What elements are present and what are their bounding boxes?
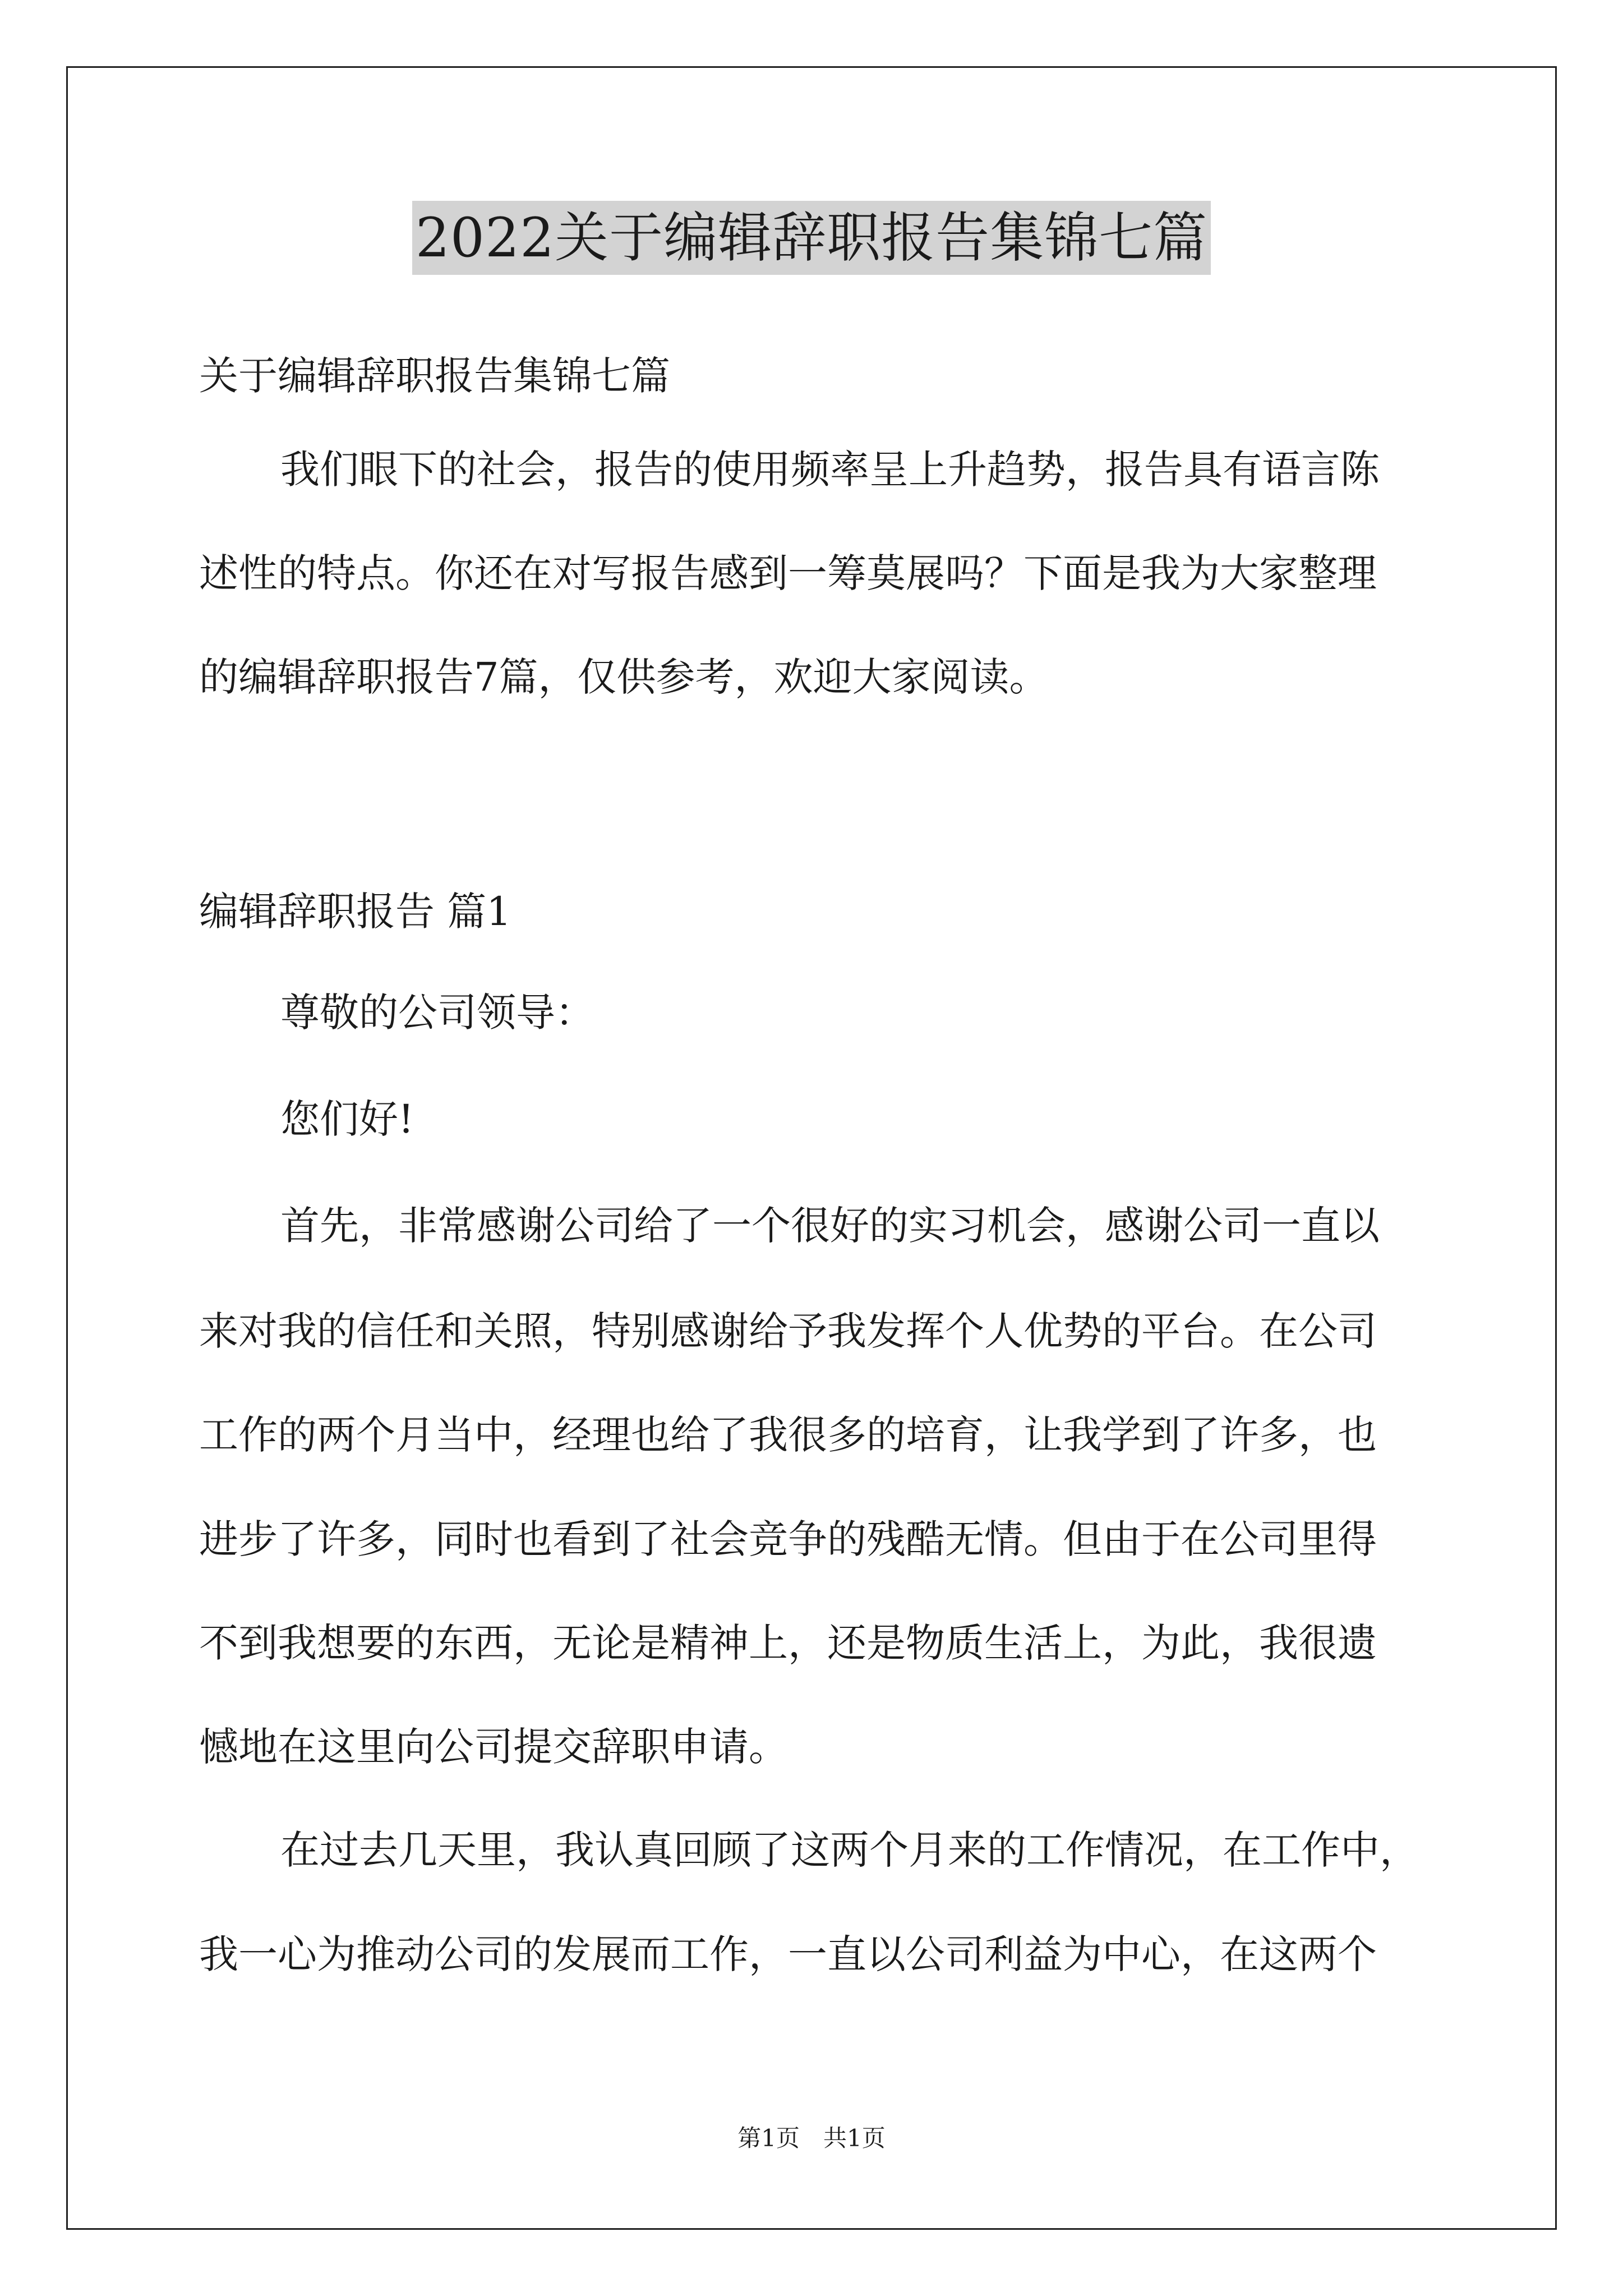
body-line-4: 进步了许多，同时也看到了社会竞争的残酷无情。但由于在公司里得 xyxy=(199,1516,1377,1562)
title-container xyxy=(0,201,1623,275)
body-line-8: 我一心为推动公司的发展而工作，一直以公司利益为中心，在这两个 xyxy=(199,1931,1377,1977)
intro-line-3: 的编辑辞职报告7篇，仅供参考，欢迎大家阅读。 xyxy=(199,654,1049,700)
page-footer: 第1页 共1页 xyxy=(737,2124,886,2152)
body-line-2: 来对我的信任和关照，特别感谢给予我发挥个人优势的平台。在公司 xyxy=(199,1308,1377,1354)
salutation: 尊敬的公司领导： xyxy=(280,990,594,1036)
document-subtitle: 关于编辑辞职报告集锦七篇 xyxy=(199,353,670,399)
body-line-6: 憾地在这里向公司提交辞职申请。 xyxy=(199,1724,788,1770)
section-heading: 编辑辞职报告 篇1 xyxy=(199,889,511,935)
document-title: 2022关于编辑辞职报告集锦七篇 xyxy=(412,201,1211,275)
intro-line-2: 述性的特点。你还在对写报告感到一筹莫展吗？下面是我为大家整理 xyxy=(199,550,1377,596)
greeting: 您们好! xyxy=(280,1096,414,1142)
intro-line-1: 我们眼下的社会，报告的使用频率呈上升趋势，报告具有语言陈 xyxy=(280,447,1380,493)
body-line-1: 首先，非常感谢公司给了一个很好的实习机会，感谢公司一直以 xyxy=(280,1203,1380,1249)
body-line-7: 在过去几天里，我认真回顾了这两个月来的工作情况，在工作中， xyxy=(280,1827,1419,1873)
body-line-3: 工作的两个月当中，经理也给了我很多的培育，让我学到了许多，也 xyxy=(199,1412,1377,1458)
body-line-5: 不到我想要的东西，无论是精神上，还是物质生活上，为此，我很遗 xyxy=(199,1620,1377,1666)
